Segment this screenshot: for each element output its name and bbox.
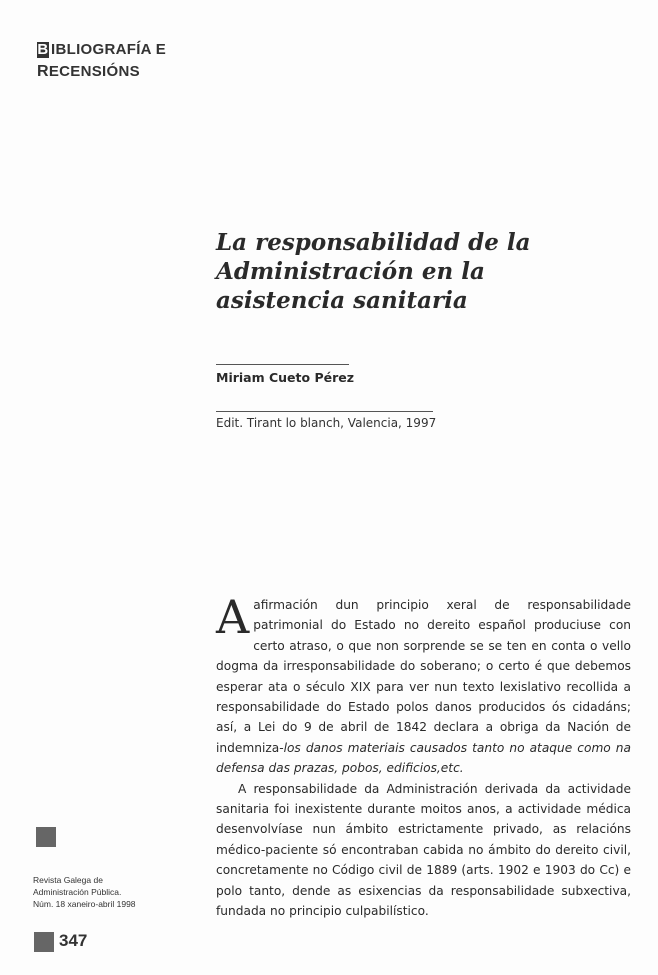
journal-line2: Administración Pública.: [33, 887, 122, 897]
section-line2-text: ECENSIÓNS: [48, 63, 140, 80]
author-rule: [216, 364, 349, 365]
section-line2-initial: R: [37, 63, 49, 80]
journal-info: [33, 874, 136, 910]
section-initial-box: B: [37, 41, 49, 58]
edition-rule: [216, 411, 433, 412]
author-name: Miriam Cueto Pérez: [216, 370, 355, 385]
page-number: 347: [59, 931, 88, 950]
page-number-square: [34, 932, 54, 952]
paragraph-1-text: afirmación dun principio xeral de responsabilidade patrimonial do Estado no dereito español produciuse con certo atraso, o que non sorprende se se ten en conta o vello dogma da irresponsabilidade do soberano; o certo é que debemos esperar ata o século XIX para ver nun texto lexislativo recollida a responsabilidade do Estado polos danos producidos ós cidadáns; así, a Lei do 9 de abril de 1842 declara a obriga da Nación de indemniza-: [216, 598, 631, 755]
edition-info: Edit. Tirant lo blanch, Valencia, 1997: [216, 416, 437, 430]
section-header-line1: [37, 40, 166, 60]
section-header-line2: [37, 62, 166, 82]
decorative-square: [36, 827, 56, 847]
paragraph-1: [216, 590, 631, 779]
book-title: La responsabilidad de la Administración en la asistencia sanitaria: [216, 229, 531, 314]
section-line1-text: IBLIOGRAFÍA E: [51, 41, 167, 58]
paragraph-2: A responsabilidade da Administración derivada da actividade sanitaria foi inexistente durante moitos anos, a actividade médica desenvolvíase nun ámbito estrictamente privado, as relacións médico-paciente só encontraban cabida no ámbito do dereito civil, concretamente no Código civil de 1889 (arts. 1902 e 1903 do Cc) e polo tanto, dende as esixencias da responsabilidade subxectiva, fundada no principio culpabilístico.: [216, 781, 631, 919]
journal-line3: Núm. 18 xaneiro-abril 1998: [33, 899, 136, 909]
section-header: [37, 40, 166, 82]
review-body: [216, 590, 631, 922]
paragraph-1-italic: los danos materiais causados tanto no ataque como na defensa das prazas, pobos, edificios,etc.: [216, 740, 631, 776]
journal-line1: Revista Galega de: [33, 875, 103, 885]
drop-cap: A: [216, 590, 250, 644]
